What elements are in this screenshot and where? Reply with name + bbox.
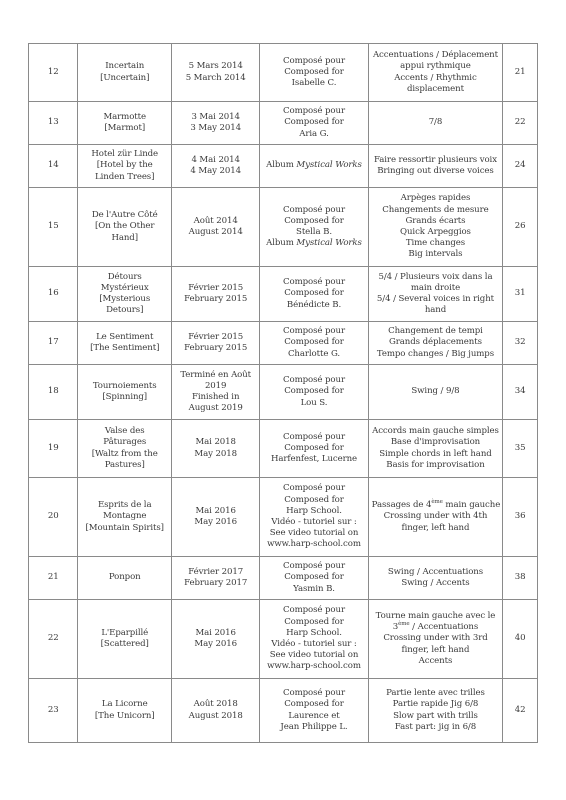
technique-line: Swing / 9/8 [411, 386, 460, 397]
page-number: 31 [503, 267, 538, 322]
piece-technique [368, 322, 503, 365]
piece-date [172, 267, 260, 322]
title-line: [Hotel by the [96, 160, 153, 171]
piece-technique [368, 44, 503, 102]
title-line: Detours] [106, 305, 144, 316]
composition-line: www.harp-school.com [267, 539, 361, 550]
table-row [29, 322, 538, 365]
piece-composition [260, 322, 368, 365]
piece-title [78, 365, 172, 420]
composition-line: Composed for [284, 386, 344, 397]
date-line: 3 May 2014 [190, 123, 241, 133]
technique-line: Fast part: jig in 6/8 [394, 721, 477, 732]
composition-line: See video tutorial on [269, 650, 359, 661]
composition-line: www.harp-school.com [267, 661, 361, 672]
piece-number: 20 [29, 478, 78, 557]
date-line: May 2016 [194, 517, 237, 527]
table-row [29, 145, 538, 188]
piece-date [172, 478, 260, 557]
piece-title [78, 145, 172, 188]
composition-line: Composé pour [283, 106, 345, 117]
technique-line: hand [424, 305, 447, 316]
page-number: 22 [503, 102, 538, 145]
title-line: Hotel zür Linde [91, 149, 159, 160]
piece-number: 13 [29, 102, 78, 145]
technique-text: Passages de 4 [371, 500, 432, 511]
date-line: Mai 2016 [195, 627, 236, 638]
title-line: Tournoiements [92, 380, 157, 391]
piece-number: 22 [29, 600, 78, 679]
technique-line: Faire ressortir plusieurs voix [373, 154, 497, 165]
technique-line: Swing / Accentuations [387, 566, 484, 577]
piece-technique [368, 145, 503, 188]
title-line: Esprits de la [97, 500, 152, 511]
composition-line: Harfenfest, Lucerne [270, 454, 358, 465]
table-row [29, 557, 538, 600]
composition-line: Charlotte G. [287, 348, 341, 359]
album-line [263, 160, 364, 171]
technique-line: Base d'improvisation [390, 437, 481, 448]
date-line: Terminé en Août [180, 369, 252, 380]
date-line: 4 Mai 2014 [191, 154, 240, 165]
title-line: [The Sentiment] [90, 343, 160, 353]
piece-technique [368, 679, 503, 743]
technique-text: / Accentuations [409, 622, 479, 633]
technique-line: appui rythmique [400, 61, 471, 72]
piece-composition [260, 600, 368, 679]
technique-line: finger, left hand [401, 522, 470, 533]
composition-line: Composé pour [283, 605, 345, 616]
composition-line: Vidéo - tutoriel sur : [271, 639, 357, 649]
composition-line: Bénédicte B. [286, 299, 342, 310]
piece-title [78, 322, 172, 365]
title-line: Valse des [104, 426, 145, 437]
piece-composition [260, 267, 368, 322]
technique-line: displacement [406, 83, 464, 94]
page-number: 36 [503, 478, 538, 557]
piece-technique [368, 478, 503, 557]
title-line: [Waltz from the [91, 448, 158, 459]
title-line: De l'Autre Côté [91, 210, 158, 221]
piece-composition [260, 679, 368, 743]
date-line: Août 2014 [193, 215, 238, 226]
piece-technique [368, 188, 503, 267]
title-line: [Scattered] [100, 639, 149, 649]
table-row [29, 365, 538, 420]
date-line: May 2016 [194, 639, 237, 649]
technique-line: Time changes [405, 238, 466, 249]
title-line: [Marmot] [104, 123, 146, 133]
piece-title [78, 102, 172, 145]
composition-line: Composé pour [283, 431, 345, 442]
title-line: L'Eparpillé [101, 627, 149, 638]
date-line: Mai 2016 [195, 505, 236, 516]
page-number: 32 [503, 322, 538, 365]
composition-line: Lou S. [300, 397, 328, 408]
piece-technique [368, 365, 503, 420]
technique-line: Tempo changes / Big jumps [376, 348, 495, 359]
composition-line: Composed for [284, 572, 344, 583]
technique-line: Grands déplacements [389, 337, 482, 348]
date-line: February 2015 [184, 343, 248, 353]
technique-line: Basis for improvisation [386, 459, 485, 470]
composition-line: Composed for [284, 699, 344, 710]
composition-line: Composé pour [283, 483, 345, 494]
table-row [29, 679, 538, 743]
technique-line: 5/4 / Plusieurs voix dans la [378, 271, 493, 282]
technique-line: Crossing under with 3rd [383, 633, 488, 644]
piece-technique [368, 420, 503, 478]
piece-date [172, 322, 260, 365]
composition-line: Harp School. [286, 627, 342, 638]
piece-composition [260, 145, 368, 188]
title-line: [Spinning] [102, 392, 148, 402]
composition-line: Composed for [284, 337, 344, 348]
technique-line: Accents / Rhythmic [394, 72, 477, 83]
piece-title [78, 557, 172, 600]
piece-technique [368, 557, 503, 600]
composition-line: Laurence et [288, 710, 340, 721]
album-name: Mystical Works [296, 160, 362, 171]
date-line: February 2015 [184, 294, 248, 304]
composition-line: Composé pour [283, 204, 345, 215]
table-row [29, 102, 538, 145]
page-number: 24 [503, 145, 538, 188]
composition-line: Vidéo - tutoriel sur : [271, 517, 357, 527]
composition-line: Harp School. [286, 505, 342, 516]
date-line: August 2019 [188, 403, 243, 414]
piece-title [78, 267, 172, 322]
album-prefix: Album [266, 238, 297, 249]
table-row [29, 267, 538, 322]
piece-title [78, 420, 172, 478]
piece-number: 15 [29, 188, 78, 267]
composition-line: Composed for [284, 442, 344, 453]
piece-number: 18 [29, 365, 78, 420]
table-row [29, 600, 538, 679]
title-line: [The Unicorn] [94, 710, 155, 721]
date-line: 3 Mai 2014 [191, 111, 240, 122]
piece-date [172, 420, 260, 478]
piece-number: 12 [29, 44, 78, 102]
date-line: Février 2017 [188, 566, 244, 577]
title-line: Ponpon [108, 572, 141, 583]
composition-line: Composé pour [283, 688, 345, 699]
technique-line: Accentuations / Déplacement [372, 50, 498, 61]
composition-line: Composé pour [283, 277, 345, 288]
title-line: Pâturages [103, 437, 147, 448]
date-line: Mai 2018 [195, 437, 236, 448]
title-line: [Uncertain] [100, 72, 150, 83]
date-line: Février 2015 [188, 282, 244, 293]
date-line: 2019 [204, 380, 227, 391]
composition-line: Composé pour [283, 55, 345, 66]
piece-technique [368, 267, 503, 322]
composition-line: Stella B. [296, 227, 332, 237]
technique-line: 7/8 [428, 117, 443, 128]
piece-composition [260, 557, 368, 600]
piece-composition [260, 188, 368, 267]
date-line: Finished in [191, 392, 240, 402]
piece-date [172, 679, 260, 743]
technique-line: Partie rapide Jig 6/8 [392, 699, 479, 710]
piece-composition [260, 420, 368, 478]
piece-technique [368, 102, 503, 145]
technique-line: 5/4 / Several voices in right [376, 294, 495, 304]
technique-line: Quick Arpeggios [400, 227, 471, 237]
technique-line: finger, left hand [401, 644, 470, 655]
piece-title [78, 44, 172, 102]
technique-line: Partie lente avec trilles [386, 688, 485, 699]
technique-line: Changement de tempi [388, 326, 483, 337]
page-number: 38 [503, 557, 538, 600]
composition-line: Composé pour [283, 375, 345, 386]
technique-line: Crossing under with 4th [383, 511, 488, 522]
technique-line: Accords main gauche simples [372, 426, 499, 437]
table-body [29, 44, 538, 743]
technique-line: Simple chords in left hand [379, 448, 492, 459]
composition-line: Yasmin B. [293, 583, 335, 594]
title-line: [Mysterious [99, 294, 151, 304]
title-line: [On the Other [95, 221, 155, 232]
technique-line: Tourne main gauche avec le [375, 610, 496, 621]
composition-line: Composé pour [283, 561, 345, 572]
technique-line: Slow part with trills [393, 710, 478, 721]
piece-date [172, 188, 260, 267]
title-line: Mystérieux [100, 282, 149, 293]
ordinal-suffix: ème [398, 621, 410, 628]
table-row [29, 420, 538, 478]
composition-line: Composed for [284, 215, 344, 226]
composition-line: Aria G. [299, 128, 329, 139]
composition-line: Isabelle C. [291, 78, 337, 89]
page-number: 35 [503, 420, 538, 478]
composition-line: Jean Philippe L. [280, 721, 348, 732]
page-number: 34 [503, 365, 538, 420]
title-line: Détours [107, 271, 142, 282]
title-line: [Mountain Spirits] [85, 522, 164, 533]
composition-line: Composed for [284, 288, 344, 299]
page-number: 26 [503, 188, 538, 267]
date-line: May 2018 [194, 448, 237, 459]
technique-line: Swing / Accents [401, 578, 470, 588]
piece-composition [260, 478, 368, 557]
page-number: 42 [503, 679, 538, 743]
technique-line: Big intervals [408, 249, 463, 260]
technique-line: Changements de mesure [382, 204, 489, 215]
piece-date [172, 44, 260, 102]
piece-number: 19 [29, 420, 78, 478]
piece-date [172, 145, 260, 188]
technique-line: Accents [418, 655, 453, 666]
piece-title [78, 478, 172, 557]
date-line: August 2018 [188, 710, 243, 721]
piece-number: 14 [29, 145, 78, 188]
composition-line: See video tutorial on [269, 528, 359, 539]
piece-title [78, 679, 172, 743]
piece-title [78, 600, 172, 679]
album-line [263, 238, 364, 249]
date-line: 4 May 2014 [190, 166, 241, 176]
piece-date [172, 102, 260, 145]
title-line: Montagne [103, 511, 147, 522]
title-line: Pastures] [104, 459, 145, 470]
composition-line: Composed for [284, 494, 344, 505]
piece-number: 16 [29, 267, 78, 322]
date-line: Août 2018 [193, 699, 238, 710]
piece-number: 17 [29, 322, 78, 365]
technique-line: main droite [410, 282, 461, 293]
piece-title [78, 188, 172, 267]
piece-number: 23 [29, 679, 78, 743]
title-line: Le Sentiment [96, 331, 154, 342]
technique-line: Bringing out diverse voices [377, 166, 494, 176]
album-name: Mystical Works [296, 238, 362, 249]
piece-composition [260, 365, 368, 420]
pieces-table [28, 43, 538, 743]
piece-technique [368, 600, 503, 679]
piece-composition [260, 102, 368, 145]
date-line: February 2017 [184, 578, 248, 588]
technique-line [372, 622, 500, 633]
composition-line: Composed for [284, 66, 344, 77]
table-row [29, 478, 538, 557]
piece-composition [260, 44, 368, 102]
date-line: 5 Mars 2014 [188, 61, 243, 72]
ordinal-suffix: ème [431, 499, 443, 506]
piece-date [172, 365, 260, 420]
technique-text: 3 [392, 622, 399, 633]
composition-line: Composed for [284, 117, 344, 128]
title-line: Marmotte [103, 111, 146, 122]
technique-line [372, 500, 500, 511]
title-line: Hand] [111, 232, 138, 243]
technique-line: Grands écarts [405, 215, 466, 226]
page-number: 40 [503, 600, 538, 679]
composition-line: Composé pour [283, 326, 345, 337]
title-line: Linden Trees] [95, 171, 155, 182]
table-row [29, 188, 538, 267]
technique-text: main gauche [442, 500, 501, 511]
composition-line: Composed for [284, 616, 344, 627]
table-row [29, 44, 538, 102]
piece-number: 21 [29, 557, 78, 600]
piece-date [172, 600, 260, 679]
date-line: 5 March 2014 [185, 72, 246, 83]
title-line: La Licorne [101, 699, 148, 710]
album-prefix: Album [266, 160, 297, 171]
date-line: August 2014 [188, 227, 243, 237]
date-line: Février 2015 [188, 331, 244, 342]
piece-date [172, 557, 260, 600]
technique-line: Arpèges rapides [400, 193, 471, 204]
title-line: Incertain [105, 61, 145, 72]
page-number: 21 [503, 44, 538, 102]
